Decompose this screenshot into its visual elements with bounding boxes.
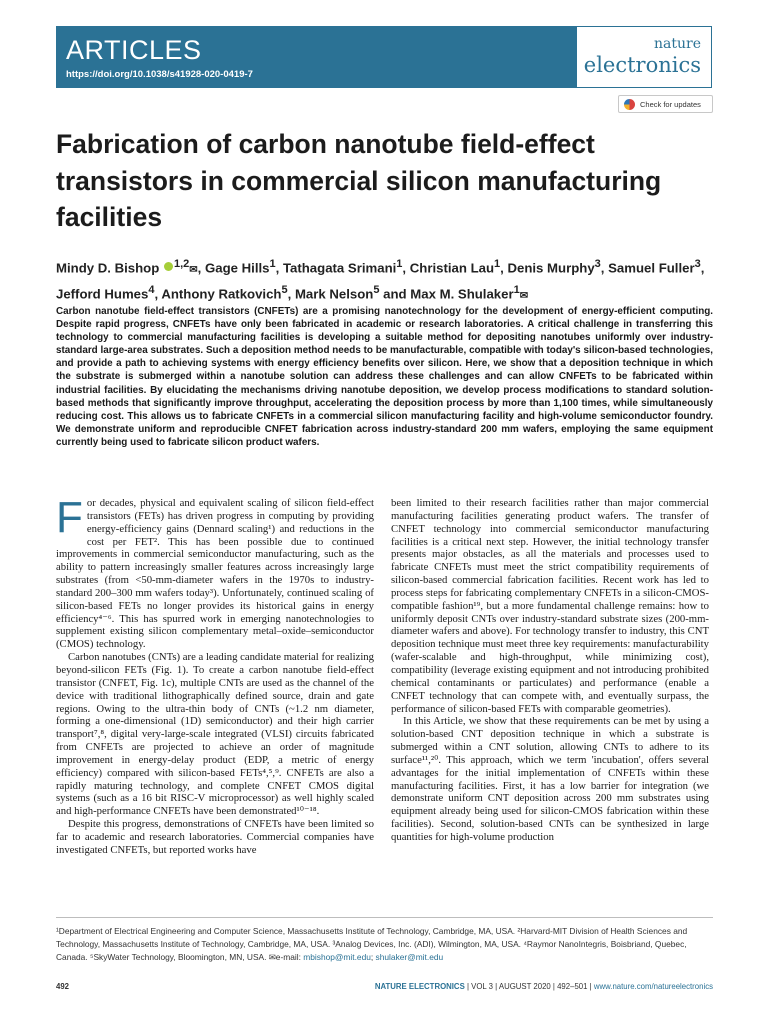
author-affiliation: 3 [594,258,601,270]
body-column-right [391,497,709,844]
author-name: Mindy D. Bishop [56,260,160,276]
author-affiliation: 5 [373,284,380,297]
author-name: Jefford Humes [56,286,149,302]
body-paragraph: Despite this progress, demonstrations of CNFETs have been limited so far to academic and research laboratories. Commercial companies have investigated CNFETs, but reported works have [56,818,374,856]
author-affiliation: 1,2 [173,258,190,270]
article-type-banner [56,26,576,88]
email-separator: ; [370,952,376,962]
footer-issue: | VOL 3 | AUGUST 2020 | 492–501 | [464,982,594,991]
author-name: Christian Lau [409,260,495,276]
check-for-updates-button[interactable] [618,95,713,113]
email-link[interactable]: shulaker@mit.edu [375,952,444,962]
check-for-updates-label: Check for updates [640,99,701,109]
drop-cap: F [56,493,83,542]
doi-link[interactable]: https://doi.org/10.1038/s41928-020-0419-7 [66,69,253,80]
footnote-divider [56,917,713,918]
page-number: 492 [56,982,70,991]
author-list: Mindy D. Bishop $^{1,2}$✉, Gage Hills$^1$, Tathagata Srimani$^1$, Christian Lau$^1$, Denis Murphy$^3$, Samuel Fuller$^3$, Jefford Humes$^4$, Anthony Ratkovich$^5$, Mark Nelson$^5$ and Max M. Shulaker$^1$✉ [56,258,705,302]
body-text: or decades, physical and equivalent scaling of silicon field-effect transistors (FETs) has driven progress in computing by providing energy-efficiency gains (Dennard scaling¹) and reductions in the cost per FET². This has been possible due to continued improvements in commercial semiconductor manufacturing, such as the ability to pattern increasingly smaller features across increasingly large substrates (from <50-mm-diameter wafers in the 1970s to industry-standard 200–300 mm wafers today³). Unfortunately, continued scaling of silicon-based FETs no longer provides its historical gains in energy efficiency⁴⁻⁶. This has spurred work in emerging nanotechnologies to supplement existing silicon complementary metal–oxide–semiconductor (CMOS) technology. [56,497,374,651]
author-affiliation: 1 [269,258,276,270]
body-paragraph [56,493,374,651]
body-paragraph: been limited to their research facilities rather than major commercial manufacturing facilities generating product wafers. The transfer of CNFET technology into commercial semiconductor manufacturing facilities is a critical next step. However, the initial technology transfer presents major obstacles, as all the materials and processes used to fabricate CNFETs must meet the strict compatibility requirements of silicon-based commercial fabrication facilities. Recent work has led to process steps for fabricating complementary CNFETs in a silicon-CMOS-compatible fashion¹⁹, but a more fundamental challenge remains: how to uniformly deposit CNTs over industry-standard substrate sizes (200-mm-diameter wafers and above). For technology transfer to industry, this CNT deposition technique must meet three key requirements: manufacturability (wafer-scalable and high-throughput, while minimizing cost), compatibility (leverage existing equipment and not introducing prohibited chemical contaminants or particulates) and performance (enable a CNFET technology that can compete with, and eventually surpass, the performance of silicon-based FETs with comparable geometries). [391,497,709,715]
orcid-icon[interactable] [164,262,173,271]
email-icon[interactable]: ✉ [519,290,529,302]
body-paragraph: In this Article, we show that these requirements can be met by using a solution-based CNT deposition technique in which a substrate is submerged within a CNT solution, allowing CNTs to adhere to its surface¹¹,²⁰. This approach, which we term 'incubation', offers several advantages for the initial implementation of CNFETs within these manufacturing facilities. First, it has a low barrier for integration (we demonstrate uniform CNT deposition across 200 mm substrates using equipment already being used for silicon-CMOS fabrication within these facilities). Second, solution-based CNTs can be synthesized in large quantities for high-volume production [391,715,709,843]
email-icon[interactable]: ✉ [189,264,198,276]
author-affiliation: 3 [694,258,701,270]
journal-logo[interactable] [576,26,712,88]
crossmark-icon [624,99,635,110]
journal-logo-top: nature [654,36,701,52]
author-name: Anthony Ratkovich [161,286,282,302]
journal-logo-bottom: electronics [583,53,701,77]
author-affiliation: 5 [281,284,288,297]
body-paragraph: Carbon nanotubes (CNTs) are a leading candidate material for realizing beyond-silicon FETs (Fig. 1). To create a carbon nanotube field-effect transistor (CNFET, Fig. 1c), multiple CNTs are used as the channel of the device with traditional lithographically defined source, drain and gate regions. Owing to the ultra-thin body of CNTs (~1.2 nm diameter, forming a one-dimensional (1D) semiconductor) and their high carrier transport⁷,⁸, digital very-large-scale integrated (VLSI) circuits fabricated from CNFETs are projected to achieve an order of magnitude improvement in energy-delay product (EDP, a metric of energy efficiency) compared with silicon-based FETs⁴,⁵,⁹. CNFETs are also a rapidly maturing technology, and complete CNFET CMOS digital systems (such as a 16 bit RISC-V microprocessor) as well highly scaled and high-performance CNFETs have been demonstrated¹⁰⁻¹⁸. [56,651,374,818]
email-link[interactable]: mbishop@mit.edu [303,952,371,962]
running-footer [375,982,713,991]
author-name: Denis Murphy [507,260,595,276]
footer-url[interactable]: www.nature.com/natureelectronics [593,982,713,991]
article-type-label: ARTICLES [66,35,202,65]
article-title: Fabrication of carbon nanotube field-effect transistors in commercial silicon manufacturing facilities [56,129,662,232]
author-affiliation: 1 [513,284,520,297]
author-name: Samuel Fuller [608,260,695,276]
author-affiliation: 4 [148,284,155,297]
author-affiliation: 1 [494,258,501,270]
affiliations [56,925,716,964]
footer-journal: NATURE ELECTRONICS [374,982,465,991]
author-name: Gage Hills [205,260,270,276]
author-name: Mark Nelson [294,286,374,302]
affiliations-text: ¹Department of Electrical Engineering and Computer Science, Massachusetts Institute of Technology, Cambridge, MA, USA. ²Harvard-MIT Division of Health Sciences and Technology, Massachusetts Institute of Technology, Cambridge, MA, USA. ³Analog Devices, Inc. (ADI), Wilmington, MA, USA. ⁴Raymor NanoIntegris, Boisbriand, Quebec, Canada. ⁵SkyWater Technology, Bloomington, MN, USA. ✉e-mail: [56,926,688,962]
author-affiliation: 1 [396,258,403,270]
author-name: Tathagata Srimani [282,260,397,276]
body-column-left [56,493,374,857]
author-name: Max M. Shulaker [410,286,514,302]
abstract: Carbon nanotube field-effect transistors (CNFETs) are a promising nanotechnology for the development of energy-efficient computing. Despite rapid progress, CNFETs have only been fabricated in academic or research laboratories. A critical challenge in transferring this technology to commercial manufacturing facilities is developing a suitable method for depositing nanotubes uniformly over industry-standard large-area substrates. Such a deposition method needs to be manufacturable, compatible with today's silicon-based technologies, and provide a path to achieving systems with energy efficiency benefits over silicon. Here, we show that a deposition technique in which the substrate is submerged within a nanotube solution can address these challenges and can allow CNFETs to be fabricated within industrial facilities. By elucidating the mechanisms driving nanotube deposition, we develop process modifications to standard solution-based methods that significantly improve throughput, accelerating the deposition process by more than 1,100 times, while simultaneously reducing cost. This allows us to fabricate CNFETs in a commercial silicon manufacturing facility and high-volume semiconductor foundry. We demonstrate uniform and reproducible CNFET fabrication across industry-standard 200 mm wafers, employing the same equipment currently being used to fabricate silicon product wafers. [56,306,713,448]
